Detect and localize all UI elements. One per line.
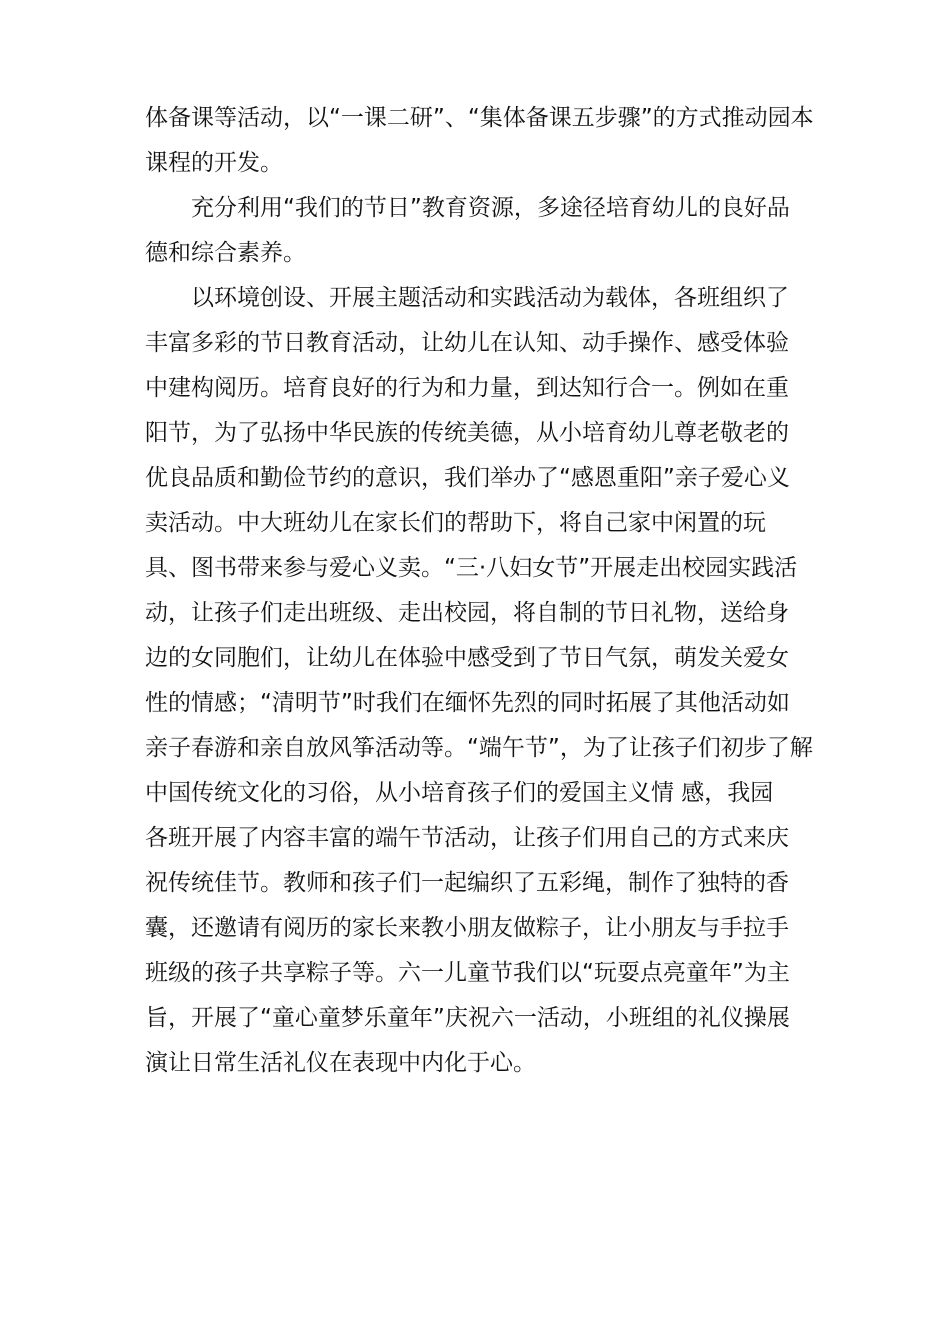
paragraph-line: 中建构阅历。培育良好的行为和力量，到达知行合一。例如在重 — [145, 375, 789, 401]
paragraph-line: 囊，还邀请有阅历的家长来教小朋友做粽子，让小朋友与手拉手 — [145, 915, 789, 941]
paragraph-line: 祝传统佳节。教师和孩子们一起编织了五彩绳，制作了独特的香 — [145, 870, 789, 896]
paragraph-line: 课程的开发。 — [145, 150, 283, 176]
paragraph-3 — [145, 276, 825, 1086]
paragraph-line: 性的情感；“清明节”时我们在缅怀先烈的同时拓展了其他活动如 — [145, 690, 790, 716]
paragraph-line: 班级的孩子共享粽子等。六一儿童节我们以“玩耍点亮童年”为主 — [145, 960, 790, 986]
paragraph-line: 德和综合素养。 — [145, 240, 306, 266]
paragraph-line: 亲子春游和亲自放风筝活动等。“端午节”，为了让孩子们初步了解 — [145, 735, 813, 761]
paragraph-2 — [145, 186, 825, 276]
paragraph-line: 中国传统文化的习俗，从小培育孩子们的爱国主义情 感，我园 — [145, 780, 774, 806]
paragraph-line: 动，让孩子们走出班级、走出校园，将自制的节日礼物，送给身 — [145, 600, 789, 626]
paragraph-line: 优良品质和勤俭节约的意识，我们举办了“感恩重阳”亲子爱心义 — [145, 465, 790, 491]
paragraph-line: 体备课等活动，以“一课二研”、“集体备课五步骤”的方式推动园本 — [145, 105, 814, 131]
paragraph-line: 丰富多彩的节日教育活动，让幼儿在认知、动手操作、感受体验 — [145, 330, 789, 356]
paragraph-line: 卖活动。中大班幼儿在家长们的帮助下，将自己家中闲置的玩 — [145, 510, 766, 536]
paragraph-line: 边的女同胞们，让幼儿在体验中感受到了节日气氛，萌发关爱女 — [145, 645, 789, 671]
paragraph-line: 具、图书带来参与爱心义卖。“三·八妇女节”开展走出校园实践活 — [145, 555, 798, 581]
paragraph-line: 演让日常生活礼仪在表现中内化于心。 — [145, 1050, 536, 1076]
paragraph-1 — [145, 96, 825, 186]
paragraph-line: 旨，开展了“童心童梦乐童年”庆祝六一活动，小班组的礼仪操展 — [145, 1005, 790, 1031]
body-text — [145, 96, 825, 1086]
paragraph-line: 阳节，为了弘扬中华民族的传统美德，从小培育幼儿尊老敬老的 — [145, 420, 789, 446]
paragraph-line: 各班开展了内容丰富的端午节活动，让孩子们用自己的方式来庆 — [145, 825, 789, 851]
paragraph-line: 以环境创设、开展主题活动和实践活动为载体，各班组织了 — [191, 285, 789, 311]
paragraph-line: 充分利用“我们的节日”教育资源，多途径培育幼儿的良好品 — [191, 195, 790, 221]
